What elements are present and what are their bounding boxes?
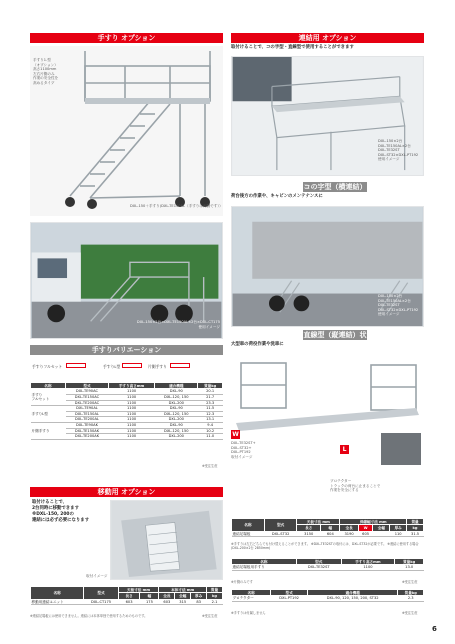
marker-l: L	[340, 445, 349, 454]
cell: 110	[390, 531, 407, 537]
cell: DXL-TE90AC	[66, 389, 109, 395]
cell: DXL-120, 150	[155, 411, 198, 417]
cell: 11.5	[198, 406, 223, 412]
cell: DXL-CT175	[84, 599, 118, 605]
cell: DXL-TE200AL	[66, 417, 109, 423]
cell: DXL-TE32ST	[296, 565, 341, 571]
cell: DXL-90	[155, 389, 198, 395]
cell	[373, 531, 390, 537]
cell: DXL-TE90AK	[66, 422, 109, 428]
connection-photo-u-caption: DXL-150×2台 DXL-TE150AL×2台 DXL-TE32ST DXL-ST32×DXL-PT192 使用イメージ	[378, 139, 419, 162]
cell: DXL-90	[155, 406, 198, 412]
mobile-table	[30, 586, 223, 605]
sub-col: 全幅	[175, 593, 191, 599]
cell: 1100	[108, 406, 154, 412]
st-col-expand: 伸縮幅寸法 mm	[340, 519, 407, 525]
mobile-unit-photo	[110, 500, 223, 580]
cell: 175	[140, 599, 159, 605]
cell: DXL-TE150AL	[66, 411, 109, 417]
group-name: 片側手すり	[31, 422, 66, 439]
cell: 1100	[108, 417, 154, 423]
cell: DXL-200	[155, 400, 198, 406]
cell: 603	[118, 599, 140, 605]
connection-photo2-intro: 荷台後方の作業や、キャビンのメンテナンスに	[231, 194, 323, 199]
connection-photo-straight-caption: DXL-150×2台 DXL-TE150AL×2台 DXL-TE32ST DXL-ST32×DXL-PT192 使用イメージ	[378, 294, 419, 317]
te-table	[231, 558, 424, 571]
mobile-intro: 取付けることで、 2台同時に移動できます ※DXL-150, 200の 連結には必ず必要になります	[32, 500, 90, 523]
te-col-name: 名称	[232, 559, 297, 565]
cell: DXL-200	[155, 417, 198, 423]
cell: DXL-90, 120, 150, 200, ST32	[307, 596, 398, 602]
cell: 604	[321, 531, 340, 537]
cell: 83	[191, 599, 207, 605]
mobile-col-weight: 質量	[207, 587, 223, 593]
section-header-connection: 連結用 オプション	[231, 33, 424, 43]
variation-col-weight: 質量kg	[198, 383, 223, 389]
variation-col-fit: 適合機種	[155, 383, 198, 389]
cell: DXL-90	[155, 422, 198, 428]
pt-col-model: 型式	[271, 590, 308, 596]
mobile-note-right: ※受注生産	[202, 614, 218, 618]
cell: 移動用連結ユニット	[31, 599, 84, 605]
variation-tab-l: 手すりL型	[103, 364, 121, 369]
cell: 1100	[108, 411, 154, 417]
table-row	[232, 596, 424, 602]
u-shape-label: コの字型（横連結）状態	[303, 183, 367, 201]
variation-col-height: 手すり高さmm	[108, 383, 154, 389]
straight-shape-label: 直線型（縦連結）状態	[303, 331, 367, 349]
marker-w: W	[232, 431, 239, 438]
section-header-variation: 手すりバリエーション	[30, 345, 223, 355]
cell: DXL-TE90AL	[66, 406, 109, 412]
cell: 1100	[108, 434, 154, 440]
pt-col-weight: 質量kg	[398, 590, 424, 596]
sub-col: 厚み	[390, 525, 407, 531]
page-number: 6	[432, 625, 437, 633]
pt-note-right: ※受注生産	[402, 611, 418, 615]
sub-col: 幅	[321, 525, 340, 531]
cell: 13.1	[198, 417, 223, 423]
cell: 11.0	[198, 434, 223, 440]
cell: 603	[159, 599, 175, 605]
st-table	[231, 518, 424, 537]
cell: 10.2	[198, 428, 223, 434]
connection-intro: 取付けることで、コの字型・直線型で使用することができます	[231, 45, 354, 50]
cell: 3190	[340, 531, 358, 537]
variation-table	[30, 382, 223, 440]
pt-col-fit: 適合機種	[307, 590, 398, 596]
cell: 連結足場板	[232, 531, 265, 537]
sub-col: 長さ	[118, 593, 140, 599]
cell: 連結足場板用手すり	[232, 565, 297, 571]
cell: 315	[175, 599, 191, 605]
te-note-right: ※受注生産	[402, 580, 418, 584]
cell: 9.4	[198, 422, 223, 428]
cell: 13.0	[395, 565, 424, 571]
cell: DXL-TE150AK	[66, 428, 109, 434]
group-name: 手すりL型	[31, 406, 66, 423]
section-header-mobile: 移動用 オプション	[30, 487, 223, 497]
variation-note: ※受注生産	[202, 464, 218, 468]
mobile-col-body: 本体寸法 mm	[159, 587, 207, 593]
cell: 2.1	[207, 599, 223, 605]
mobile-note-left: ※連結足場板には使用できません。連結には本体単独で使用するためのものです。	[30, 614, 148, 618]
sub-col: 長さ	[297, 525, 321, 531]
st-col-model: 型式	[264, 519, 296, 532]
cell: 605	[358, 531, 373, 537]
variation-tab-side: 片側手すり	[148, 364, 167, 369]
mobile-col-top: 天板寸法 mm	[118, 587, 159, 593]
sub-col: 幅	[140, 593, 159, 599]
pt-table	[231, 589, 424, 602]
cell: 1100	[108, 422, 154, 428]
cell: 3150	[297, 531, 321, 537]
cell: DXL-PT192	[271, 596, 308, 602]
variation-tab-l-swatch	[122, 363, 142, 368]
cell: 1100	[108, 394, 154, 400]
sub-col: kg	[207, 593, 223, 599]
protector-caption: プロテクター トラックの荷台に止まることで 作業を安全にする	[330, 479, 381, 493]
cell: 2.3	[398, 596, 424, 602]
table-row	[232, 565, 424, 571]
sub-col: 全幅	[373, 525, 390, 531]
section-header-handrail: 手すり オプション	[30, 33, 223, 43]
cell: 1100	[108, 400, 154, 406]
te-col-model: 型式	[296, 559, 341, 565]
table-row	[31, 599, 223, 605]
mobile-col-name: 名称	[31, 587, 84, 600]
cell: DXL-TE200AK	[66, 434, 109, 440]
handrail-type-note: 手すり1.型 （オプション） 高さ1100mm 左右片側のみ 作業の安全性を 高めるタイプ	[33, 58, 59, 85]
cell: プロテクター	[232, 596, 271, 602]
cell: 1100	[108, 428, 154, 434]
st-col-name: 名称	[232, 519, 265, 532]
te-col-height: 手すり高さmm	[341, 559, 395, 565]
cell: 31.5	[407, 531, 424, 537]
platform-photo-caption: DXL-TE32ST+ DXL-ST32+ DXL-PT192 取付イメージ	[231, 441, 256, 459]
cell: DXL-120, 150	[155, 428, 198, 434]
cell: DXL-120, 150	[155, 394, 198, 400]
pt-col-name: 名称	[232, 590, 271, 596]
cell: DXL-TE150AC	[66, 394, 109, 400]
pt-note-left: ※手すりは付属しません	[231, 611, 266, 615]
group-name: 手すり フルセット	[31, 389, 66, 406]
sub-col: W	[358, 525, 373, 531]
truck-photo-caption: DXL-150×2台×DXL-TE150AL×2台×DXL-CT175 使用イメージ	[136, 320, 220, 329]
variation-col-model: 型式	[66, 383, 109, 389]
mobile-photo-caption: 取付イメージ	[86, 574, 108, 578]
sub-col: 全長	[340, 525, 358, 531]
st-note: ※手すりは左右どちらでも付け替えることができます。 ※DXL-TE32STの取付には、DXL-ST32が必要です。 ※連結に使用する場合 (DXL-200×2台 2850mm)	[231, 542, 419, 550]
connector-unit-illustration	[111, 501, 222, 579]
cell: 12.3	[198, 411, 223, 417]
sub-col: 厚み	[191, 593, 207, 599]
connection-outro: 大型車の荷役作業や洗車に	[231, 342, 284, 347]
variation-col-name: 名称	[31, 383, 66, 389]
cell: 1100	[341, 565, 395, 571]
te-col-weight: 質量kg	[395, 559, 424, 565]
cell: 21.7	[198, 394, 223, 400]
cell: DXL-ST32	[264, 531, 296, 537]
cell: DXL-TE200AC	[66, 400, 109, 406]
sub-col: 全長	[159, 593, 175, 599]
sub-col: kg	[407, 525, 424, 531]
variation-tab-full: 手すりフルセット	[32, 364, 63, 369]
mobile-col-model: 型式	[84, 587, 118, 600]
cell: DXL-200	[155, 434, 198, 440]
st-col-top: 天板寸法 mm	[297, 519, 340, 525]
variation-tab-full-swatch	[66, 363, 86, 368]
st-col-weight: 質量	[407, 519, 424, 525]
cell: 23.3	[198, 400, 223, 406]
te-note-left: ※片側のみです	[231, 580, 253, 584]
cell: 1100	[108, 389, 154, 395]
cell: 20.1	[198, 389, 223, 395]
variation-tab-side-swatch	[170, 363, 190, 368]
handrail-photo-caption: DXL-150＋手すり(DXL-TE150AL（手すりは両側です））	[130, 204, 223, 208]
table-row	[232, 531, 424, 537]
